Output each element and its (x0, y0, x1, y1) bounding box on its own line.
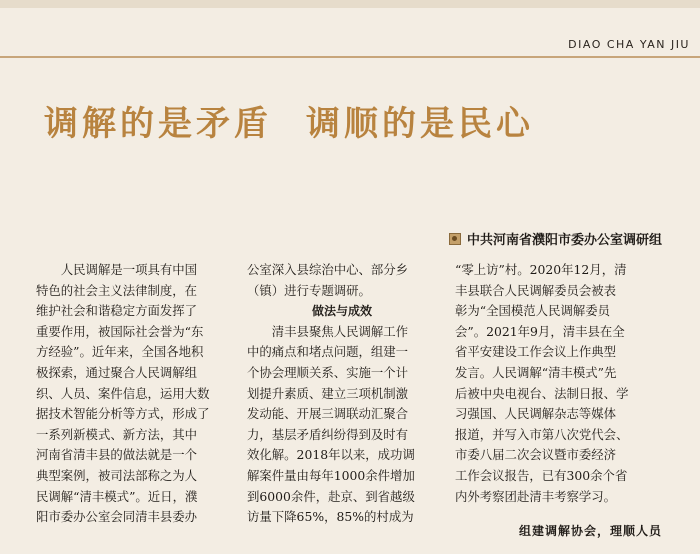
text-line: 解案件量由每年1000余件增加 (247, 467, 415, 483)
headline-part-1: 调解的是矛盾 (44, 104, 272, 144)
text-line: “零上访”村。2020年12月，清 (455, 262, 627, 277)
text-line: 人民调解是一项具有中国 (36, 262, 198, 277)
text-line: 效化解。2018年以来，成功调 (247, 447, 415, 463)
byline-marker-icon (449, 233, 461, 245)
text-line: 个协会理顺关系、实施一个计 (247, 364, 409, 380)
article-column-2 (247, 260, 437, 528)
text-line: 市委八届二次会议暨市委经济 (455, 447, 617, 463)
text-line: 省平安建设工作会议上作典型 (455, 344, 617, 360)
text-line: 后被中央电视台、法制日报、学 (455, 385, 629, 401)
text-line: 织、人员、案件信息，运用大数 (36, 385, 210, 401)
text-line: 习强国、人民调解杂志等媒体 (455, 406, 617, 422)
text-line: 内外考察团赴清丰考察学习。 (455, 488, 617, 504)
text-line: 特色的社会主义法律制度，在 (36, 282, 198, 298)
text-line: 公室深入县综治中心、部分乡 (247, 262, 409, 277)
byline-text: 中共河南省濮阳市委办公室调研组 (466, 233, 662, 248)
page-top-band (0, 0, 700, 8)
text-line: 方经验”。近年来，全国各地积 (36, 344, 204, 360)
text-line: 一系列新模式、新方法，其中 (36, 426, 198, 442)
text-line: 力，基层矛盾纠纷得到及时有 (247, 426, 409, 442)
byline (449, 229, 662, 248)
article-column-1 (36, 260, 209, 528)
text-line: 会”。2021年9月，清丰县在全 (455, 323, 625, 339)
header-rule (0, 56, 700, 58)
text-line: 重要作用，被国际社会誉为“东 (36, 323, 204, 339)
text-line: 民调解“清丰模式”。近日，濮 (36, 488, 198, 504)
text-line: 中的痛点和堵点问题，组建一 (247, 344, 409, 360)
subsection-heading: 组建调解协会，理顺人员 (518, 524, 662, 538)
text-line: 发动能、开展三调联动汇聚合 (247, 406, 409, 422)
text-line: 到6000余件，赴京、到省越级 (247, 488, 415, 504)
text-line: 据技术智能分析等方式，形成了 (36, 406, 210, 422)
text-line: 彰为“全国模范人民调解委员 (455, 303, 611, 319)
section-subheading: 做法与成效 (311, 304, 372, 319)
headline-part-2: 调顺的是民心 (306, 104, 534, 144)
text-line: 丰县联合人民调解委员会被表 (455, 282, 617, 298)
text-line: 报道，并写入市第八次党代会、 (455, 426, 629, 442)
text-line: 访量下降65%，85%的村成为 (247, 509, 414, 525)
text-line: 河南省清丰县的做法就是一个 (36, 447, 198, 463)
article-column-3 (455, 260, 628, 507)
text-line: 发言。人民调解“清丰模式”先 (455, 364, 617, 380)
text-line: （镇）进行专题调研。 (247, 282, 371, 298)
text-line: 维护社会和谐稳定方面发挥了 (36, 303, 198, 319)
text-line: 典型案例，被司法部称之为人 (36, 467, 198, 483)
text-line: 工作会议报告，已有300余个省 (455, 467, 628, 483)
section-label: DIAO CHA YAN JIU (568, 38, 690, 51)
article-headline (44, 96, 534, 145)
text-line: 划提升素质、建立三项机制激 (247, 385, 409, 401)
text-line: 清丰县聚焦人民调解工作 (247, 323, 409, 339)
text-line: 极探索，通过聚合人民调解组 (36, 364, 198, 380)
text-line: 阳市委办公室会同清丰县委办 (36, 509, 198, 525)
